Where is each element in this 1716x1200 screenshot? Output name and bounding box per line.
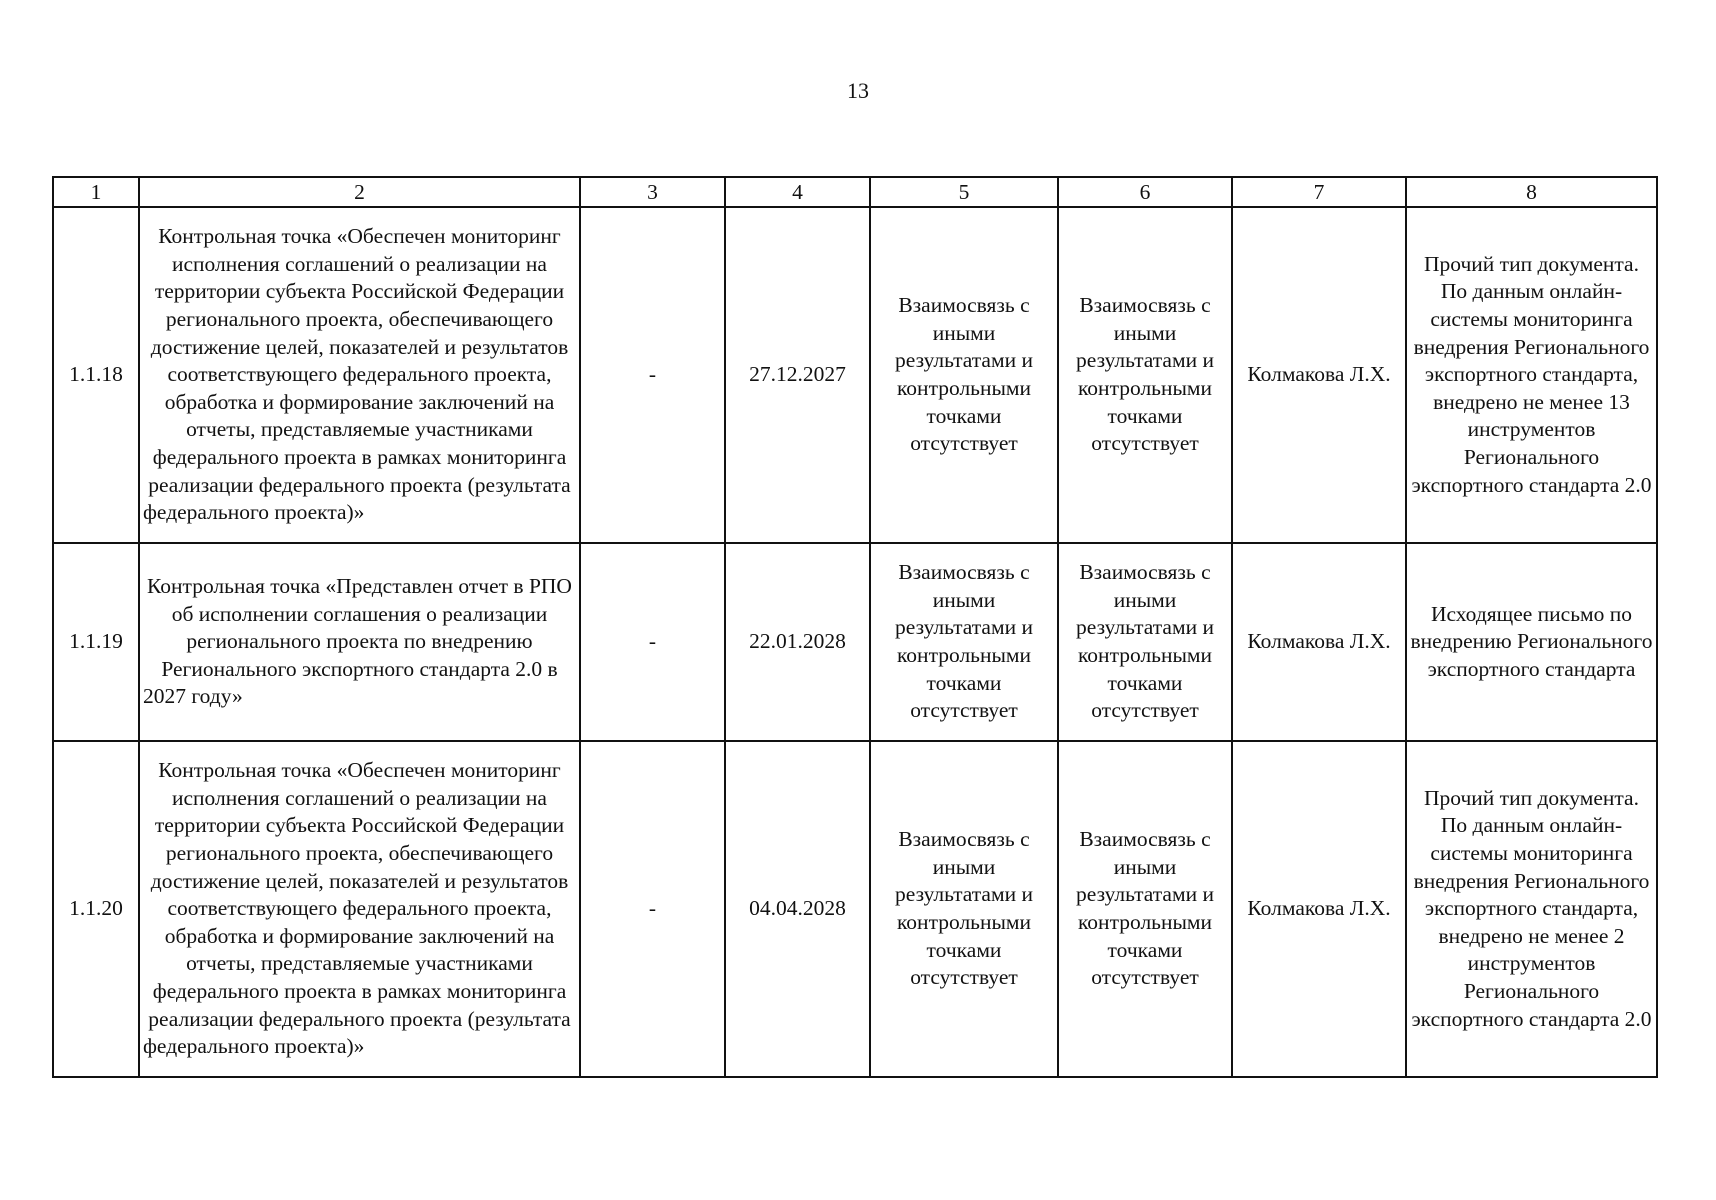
column-3-value: - [580,207,725,543]
table-row [53,207,1657,543]
column-6-relation: Взаимосвязь с иными результатами и контрольными точками отсутствует [1058,543,1232,741]
header-cell-2: 2 [139,177,580,207]
row-number: 1.1.18 [53,207,139,543]
due-date: 27.12.2027 [725,207,870,543]
header-cell-8: 8 [1406,177,1657,207]
due-date: 04.04.2028 [725,741,870,1077]
responsible-person: Колмакова Л.Х. [1232,543,1406,741]
row-number: 1.1.19 [53,543,139,741]
column-6-relation: Взаимосвязь с иными результатами и контрольными точками отсутствует [1058,741,1232,1077]
header-cell-7: 7 [1232,177,1406,207]
header-cell-6: 6 [1058,177,1232,207]
column-3-value: - [580,741,725,1077]
header-row [53,177,1657,207]
control-point-description: Контрольная точка «Представлен отчет в РПО об исполнении соглашения о реализации регионального проекта по внедрению Регионального экспортного стандарта 2.0 в 2027 году» [139,543,580,741]
row-number: 1.1.20 [53,741,139,1077]
header-cell-3: 3 [580,177,725,207]
column-3-value: - [580,543,725,741]
column-6-relation: Взаимосвязь с иными результатами и контрольными точками отсутствует [1058,207,1232,543]
due-date: 22.01.2028 [725,543,870,741]
responsible-person: Колмакова Л.Х. [1232,741,1406,1077]
control-points-table [52,176,1658,1078]
table-row [53,543,1657,741]
header-cell-1: 1 [53,177,139,207]
document-type: Прочий тип документа. По данным онлайн-системы мониторинга внедрения Регионального экспортного стандарта, внедрено не менее 13 инструментов Регионального экспортного стандарта 2.0 [1406,207,1657,543]
column-5-relation: Взаимосвязь с иными результатами и контрольными точками отсутствует [870,543,1058,741]
header-cell-5: 5 [870,177,1058,207]
control-point-description: Контрольная точка «Обеспечен мониторинг исполнения соглашений о реализации на территории субъекта Российской Федерации регионального проекта, обеспечивающего достижение целей, показателей и результатов соответствующего федерального проекта, обработка и формирование заключений на отчеты, представляемые участниками федерального проекта в рамках мониторинга реализации федерального проекта (результата федерального проекта)» [139,207,580,543]
responsible-person: Колмакова Л.Х. [1232,207,1406,543]
page-number: 13 [847,78,869,103]
document-type: Прочий тип документа. По данным онлайн-системы мониторинга внедрения Регионального экспортного стандарта, внедрено не менее 2 инструментов Регионального экспортного стандарта 2.0 [1406,741,1657,1077]
control-point-description: Контрольная точка «Обеспечен мониторинг исполнения соглашений о реализации на территории субъекта Российской Федерации регионального проекта, обеспечивающего достижение целей, показателей и результатов соответствующего федерального проекта, обработка и формирование заключений на отчеты, представляемые участниками федерального проекта в рамках мониторинга реализации федерального проекта (результата федерального проекта)» [139,741,580,1077]
column-5-relation: Взаимосвязь с иными результатами и контрольными точками отсутствует [870,207,1058,543]
table-row [53,741,1657,1077]
column-5-relation: Взаимосвязь с иными результатами и контрольными точками отсутствует [870,741,1058,1077]
header-cell-4: 4 [725,177,870,207]
document-type: Исходящее письмо по внедрению Регионального экспортного стандарта [1406,543,1657,741]
